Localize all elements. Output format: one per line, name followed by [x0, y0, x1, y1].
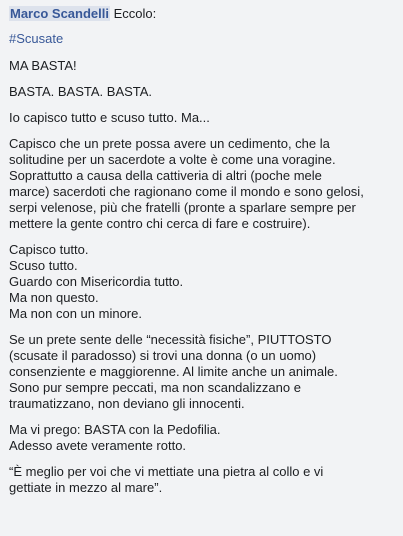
paragraph-line: Capisco tutto. — [9, 242, 89, 257]
paragraph-line: BASTA. BASTA. BASTA. — [9, 84, 153, 99]
paragraph-line: Adesso avete veramente rotto. — [9, 438, 187, 453]
paragraph-line: Ma non con un minore. — [9, 306, 142, 321]
paragraph-line: traumatizzano, non deviano gli innocenti. — [9, 396, 245, 411]
paragraph — [9, 464, 395, 496]
paragraph-line: Ma non questo. — [9, 290, 99, 305]
paragraph-line: Capisco che un prete possa avere un cedimento, che la — [9, 136, 330, 151]
paragraph — [9, 332, 395, 412]
author-name-link[interactable]: Marco Scandelli — [10, 6, 109, 21]
paragraph-line: marce) sacerdoti che ragionano come il mondo e sono gelosi, — [9, 184, 364, 199]
paragraph-line: serpi velenose, più che fratelli (pronte a sparlare sempre per — [9, 200, 356, 215]
paragraph-line: Sono pur sempre peccati, ma non scandalizzano e — [9, 380, 301, 395]
paragraph-line: consenziente e maggiorenne. Al limite anche un animale. — [9, 364, 338, 379]
paragraph-line: “È meglio per voi che vi mettiate una pietra al collo e vi — [9, 464, 324, 479]
paragraph-line: MA BASTA! — [9, 58, 77, 73]
paragraph — [9, 136, 395, 232]
paragraph-line: mettere la gente contro chi cerca di fare e costruire). — [9, 216, 311, 231]
paragraph — [9, 58, 395, 74]
paragraph — [9, 84, 395, 100]
hashtag-link[interactable]: #Scusate — [9, 31, 64, 46]
paragraph-line: Se un prete sente delle “necessità fisiche”, PIUTTOSTO — [9, 332, 332, 347]
paragraph-line: Ma vi prego: BASTA con la Pedofilia. — [9, 422, 221, 437]
paragraph — [9, 242, 395, 322]
paragraph-line: Io capisco tutto e scuso tutto. Ma... — [9, 110, 210, 125]
intro-text: Eccolo: — [113, 6, 157, 21]
paragraph-line: Soprattutto a causa della cattiveria di altri (poche mele — [9, 168, 322, 183]
post-text — [9, 58, 395, 496]
paragraph-line: Guardo con Misericordia tutto. — [9, 274, 184, 289]
paragraph-line: solitudine per un sacerdote a volte è come una voragine. — [9, 152, 336, 167]
paragraph-line: (scusate il paradosso) si trovi una donna (o un uomo) — [9, 348, 317, 363]
paragraph — [9, 422, 395, 454]
paragraph-line: gettiate in mezzo al mare”. — [9, 480, 163, 495]
post-header — [9, 6, 395, 22]
paragraph-line: Scuso tutto. — [9, 258, 78, 273]
paragraph — [9, 110, 395, 126]
